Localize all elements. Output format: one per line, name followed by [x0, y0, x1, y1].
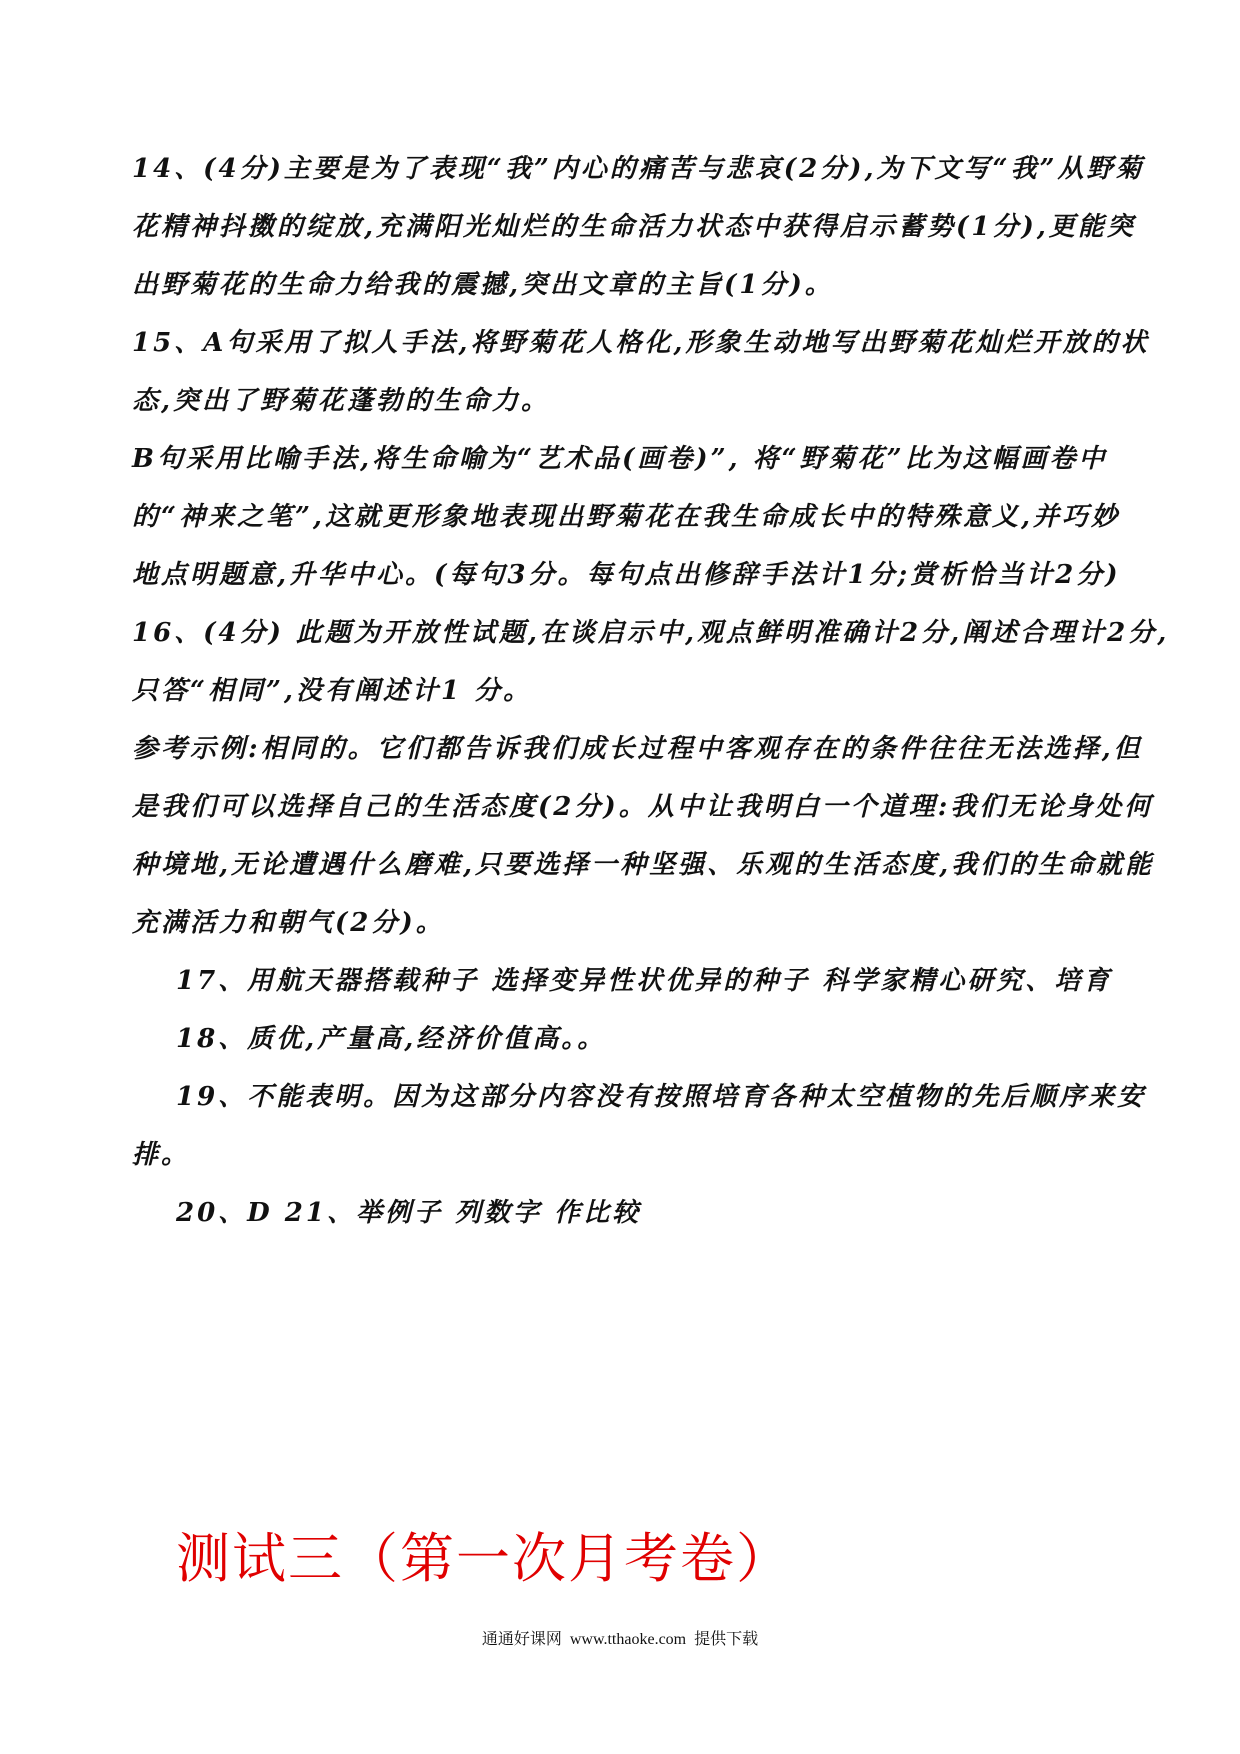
answer-16-line-2: 只答“相同”,没有阐述计1 分。: [132, 676, 533, 706]
answer-19-line-1: 19、不能表明。因为这部分内容没有按照培育各种太空植物的先后顺序来安: [176, 1082, 1147, 1112]
page-footer: 通通好课网 www.tthaoke.com 提供下载: [481, 1631, 759, 1648]
answer-17: 17、用航天器搭载种子 选择变异性状优异的种子 科学家精心研究、培育: [176, 966, 1113, 996]
answer-14-line-2: 花精神抖擞的绽放,充满阳光灿烂的生命活力状态中获得启示蓄势(1分),更能突: [132, 212, 1136, 242]
answer-15-line-1: 15、A句采用了拟人手法,将野菊花人格化,形象生动地写出野菊花灿烂开放的状: [132, 328, 1150, 358]
answer-16-line-3: 参考示例:相同的。它们都告诉我们成长过程中客观存在的条件往往无法选择,但: [132, 734, 1143, 764]
answer-16-line-6: 充满活力和朝气(2分)。: [132, 908, 445, 938]
section-heading: 测试三（第一次月考卷）: [176, 1529, 792, 1589]
answer-19-line-2: 排。: [132, 1140, 191, 1170]
answer-16-line-4: 是我们可以选择自己的生活态度(2分)。从中让我明白一个道理:我们无论身处何: [132, 792, 1154, 822]
answer-15-line-5: 地点明题意,升华中心。(每句3分。每句点出修辞手法计1分;赏析恰当计2分): [132, 560, 1121, 590]
answer-14-line-1: 14、(4分)主要是为了表现“我”内心的痛苦与悲哀(2分),为下文写“我”从野菊: [132, 154, 1145, 184]
answer-18: 18、质优,产量高,经济价值高。。: [176, 1024, 607, 1054]
answer-15-line-3: B句采用比喻手法,将生命喻为“艺术品(画卷)”, 将“野菊花”比为这幅画卷中: [132, 444, 1108, 474]
answer-20-21: 20、D 21、举例子 列数字 作比较: [176, 1198, 642, 1228]
answer-15-line-4: 的“神来之笔”,这就更形象地表现出野菊花在我生命成长中的特殊意义,并巧妙: [132, 502, 1121, 532]
answer-15-line-2: 态,突出了野菊花蓬勃的生命力。: [132, 386, 551, 416]
answer-16-line-5: 种境地,无论遭遇什么磨难,只要选择一种坚强、乐观的生活态度,我们的生命就能: [132, 850, 1155, 880]
answer-16-line-1: 16、(4分) 此题为开放性试题,在谈启示中,观点鲜明准确计2分,阐述合理计2分,: [132, 618, 1170, 648]
answer-14-line-3: 出野菊花的生命力给我的震撼,突出文章的主旨(1分)。: [132, 270, 834, 300]
